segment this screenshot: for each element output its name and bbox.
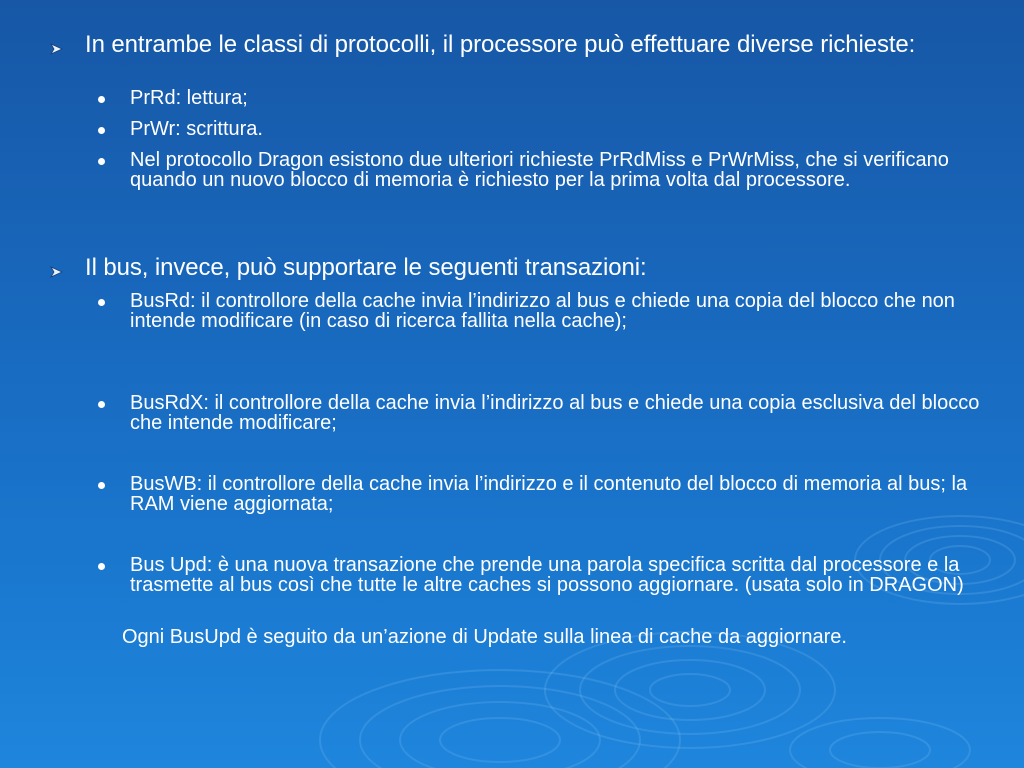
bullet-dot-icon xyxy=(98,127,105,134)
list-item-text: Bus Upd: è una nuova transazione che prende una parola specifica scritta dal processore e la trasmette al bus così che tutte le altre caches si possono aggiornare. (usata solo in DRAGON) xyxy=(130,554,964,596)
bullet-dot-icon xyxy=(98,299,105,306)
bullet-dot-icon xyxy=(98,401,105,408)
list-item-text: BusWB: il controllore della cache invia l’indirizzo e il contenuto del blocco di memoria al bus; la RAM viene aggiornata; xyxy=(130,473,968,515)
list-item-text: BusRdX: il controllore della cache invia l’indirizzo al bus e chiede una copia esclusiva del blocco che intende modificare; xyxy=(130,392,980,434)
list-item-text: PrRd: lettura; xyxy=(130,87,248,109)
bullet-dot-icon xyxy=(98,482,105,489)
section-1-heading-text: In entrambe le classi di protocolli, il processore può effettuare diverse richieste: xyxy=(85,31,916,58)
list-item-note-text: Ogni BusUpd è seguito da un’azione di Update sulla linea di cache da aggiornare. xyxy=(122,626,847,648)
arrow-bullet-icon xyxy=(50,43,63,55)
arrow-bullet-icon xyxy=(50,266,63,278)
list-item-text: BusRd: il controllore della cache invia l’indirizzo al bus e chiede una copia del blocco che non intende modificare (in caso di ricerca fallita nella cache); xyxy=(130,290,955,332)
list-item-text: PrWr: scrittura. xyxy=(130,118,263,140)
bullet-dot-icon xyxy=(98,96,105,103)
bullet-dot-icon xyxy=(98,563,105,570)
section-2-heading-text: Il bus, invece, può supportare le seguenti transazioni: xyxy=(85,254,647,281)
list-item-text: Nel protocollo Dragon esistono due ulteriori richieste PrRdMiss e PrWrMiss, che si verificano quando un nuovo blocco di memoria è richiesto per la prima volta dal processore. xyxy=(130,149,949,191)
bullet-dot-icon xyxy=(98,158,105,165)
